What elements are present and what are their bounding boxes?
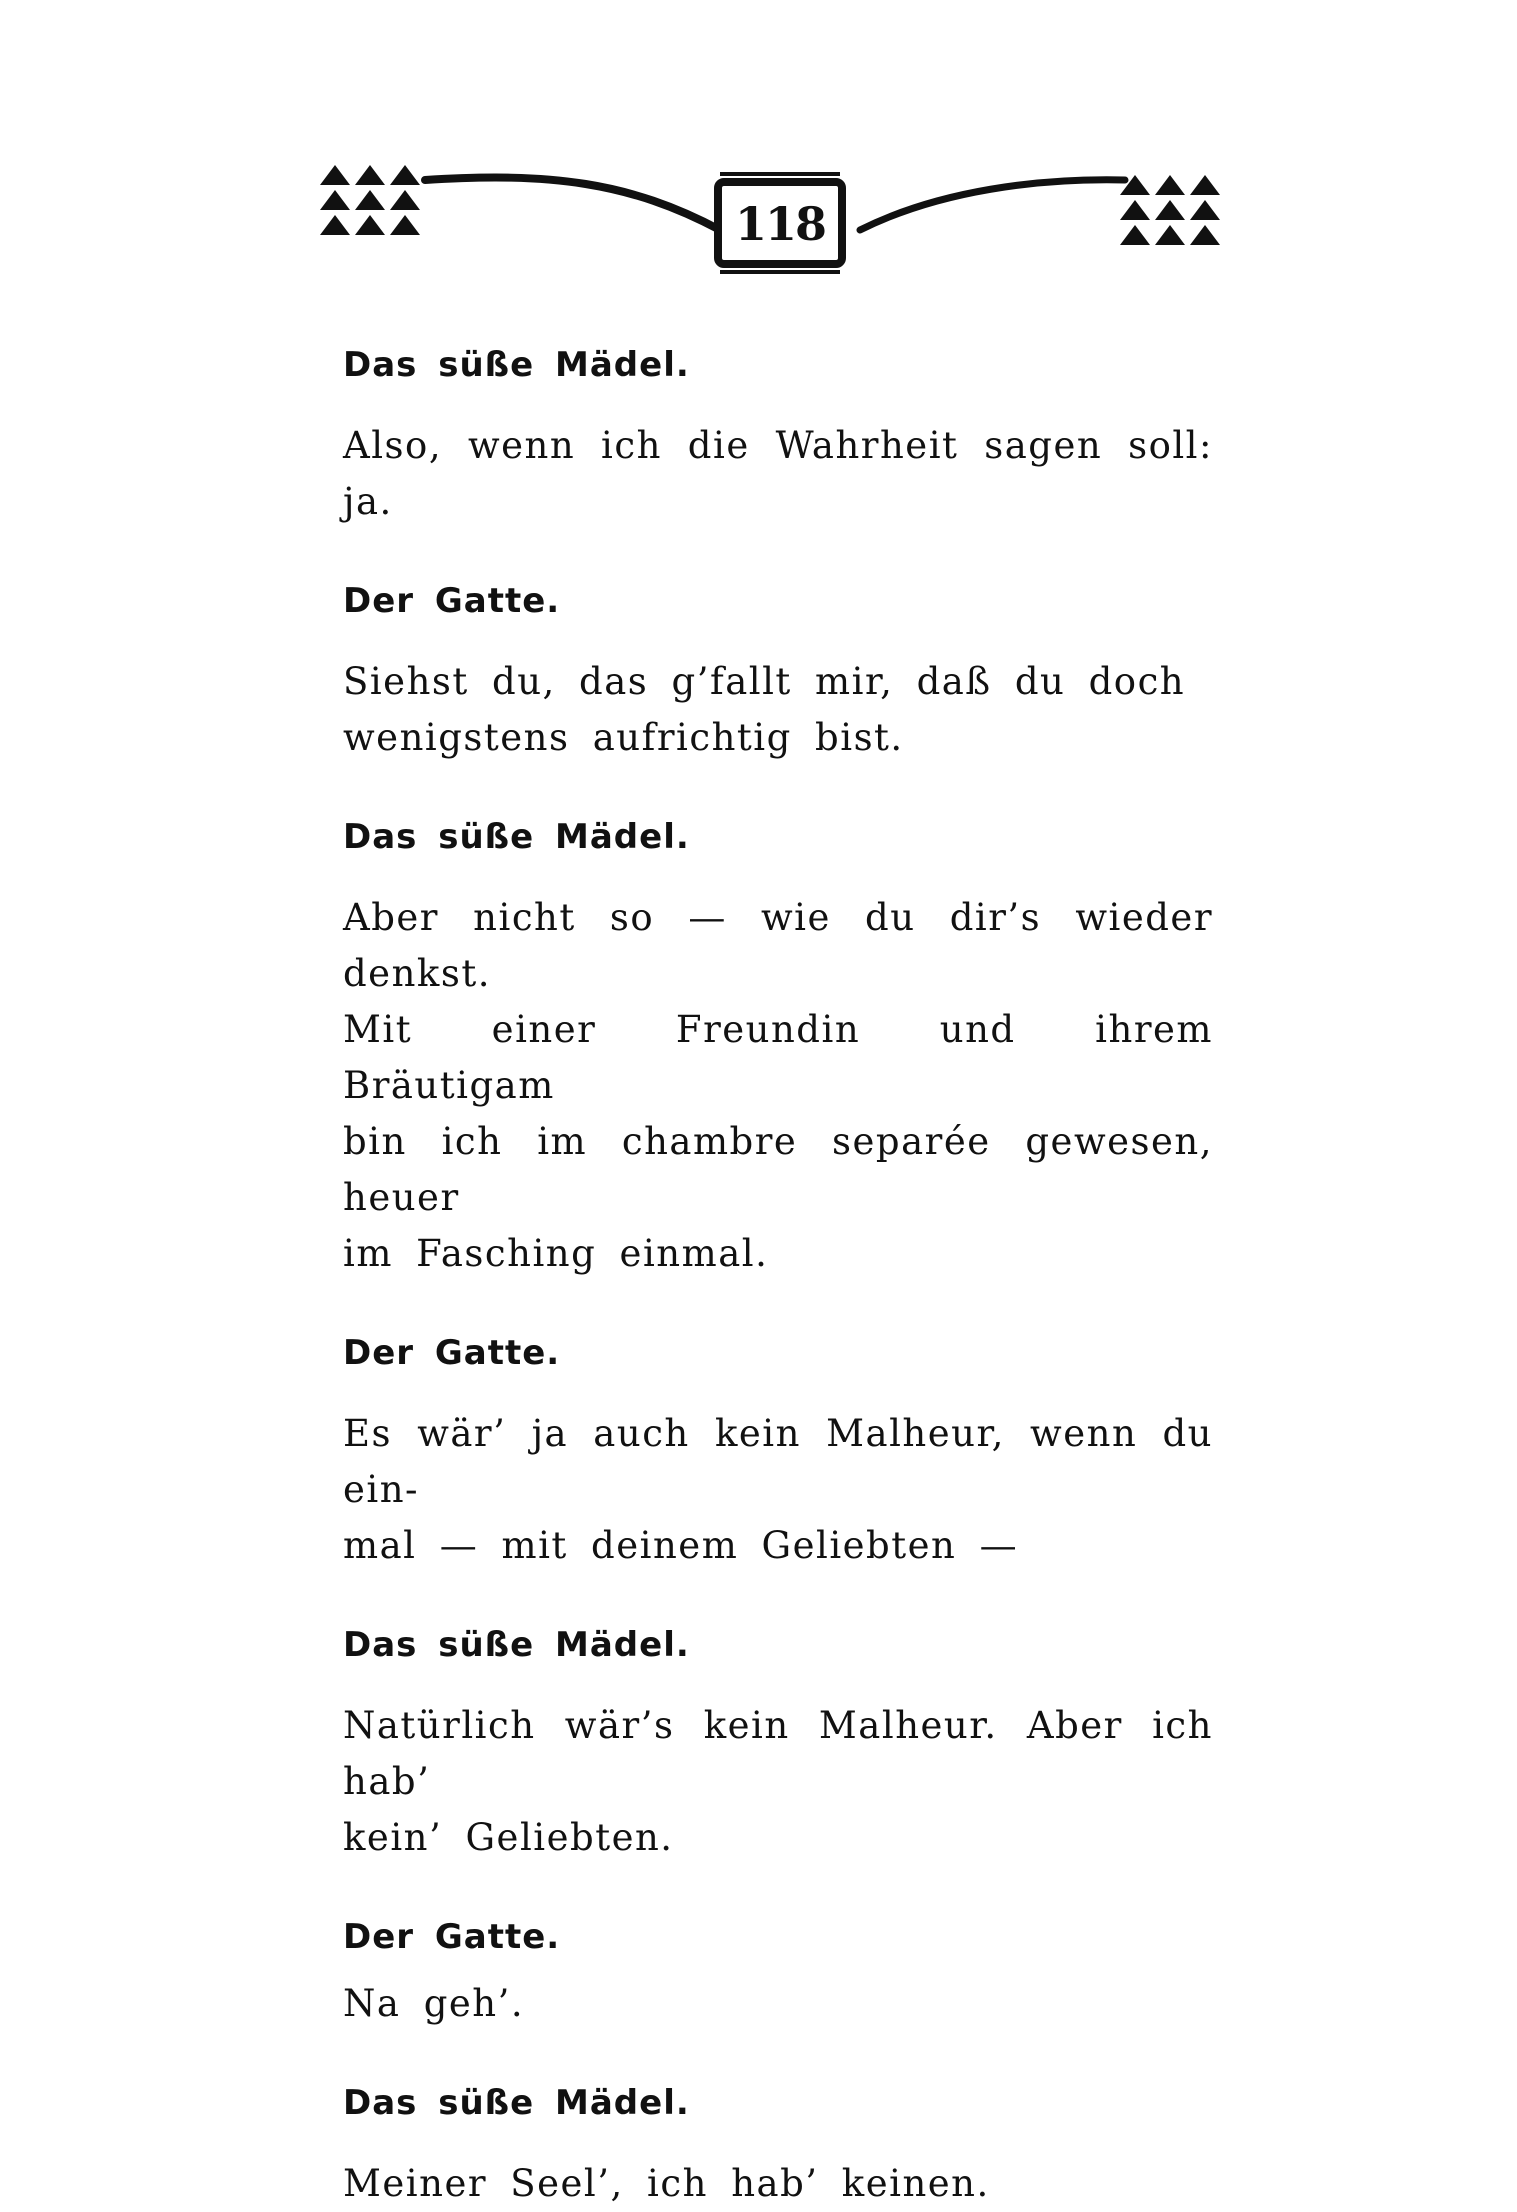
dialogue-line: im Fasching einmal. bbox=[343, 1232, 769, 1275]
page-number: 118 bbox=[734, 197, 826, 251]
speaker-label: Das süße Mädel. bbox=[343, 817, 690, 857]
dialogue-line: wenigstens aufrichtig bist. bbox=[343, 716, 904, 759]
speaker-label: Der Gatte. bbox=[343, 1333, 561, 1373]
dialogue-line: Es wär’ ja auch kein Malheur, wenn du ein- bbox=[343, 1412, 1213, 1511]
speaker-label: Der Gatte. bbox=[343, 581, 561, 621]
speaker-label: Der Gatte. bbox=[343, 1917, 561, 1957]
dialogue-line: Na geh’. bbox=[343, 1982, 525, 2025]
dialogue-line: Siehst du, das g’fallt mir, daß du doch bbox=[343, 660, 1186, 703]
page-header-ornament bbox=[300, 160, 1280, 290]
dialogue-line: kein’ Geliebten. bbox=[343, 1816, 674, 1859]
dialogue-line: Natürlich wär’s kein Malheur. Aber ich hab’ bbox=[343, 1704, 1213, 1803]
speaker-label: Das süße Mädel. bbox=[343, 345, 690, 385]
dialogue-line: mal — mit deinem Geliebten — bbox=[343, 1524, 1019, 1567]
dialogue-text bbox=[343, 340, 1213, 2212]
dialogue-line: Mit einer Freundin und ihrem Bräutigam bbox=[343, 1008, 1213, 1107]
speaker-label: Das süße Mädel. bbox=[343, 2083, 690, 2123]
dialogue-line: Aber nicht so — wie du dir’s wieder denkst. bbox=[343, 896, 1213, 995]
dialogue-line: bin ich im chambre separée gewesen, heuer bbox=[343, 1120, 1213, 1219]
dialogue-line: Also, wenn ich die Wahrheit sagen soll: ja. bbox=[343, 424, 1213, 523]
dialogue-line: Meiner Seel’, ich hab’ keinen. bbox=[343, 2162, 990, 2205]
speaker-label: Das süße Mädel. bbox=[343, 1625, 690, 1665]
